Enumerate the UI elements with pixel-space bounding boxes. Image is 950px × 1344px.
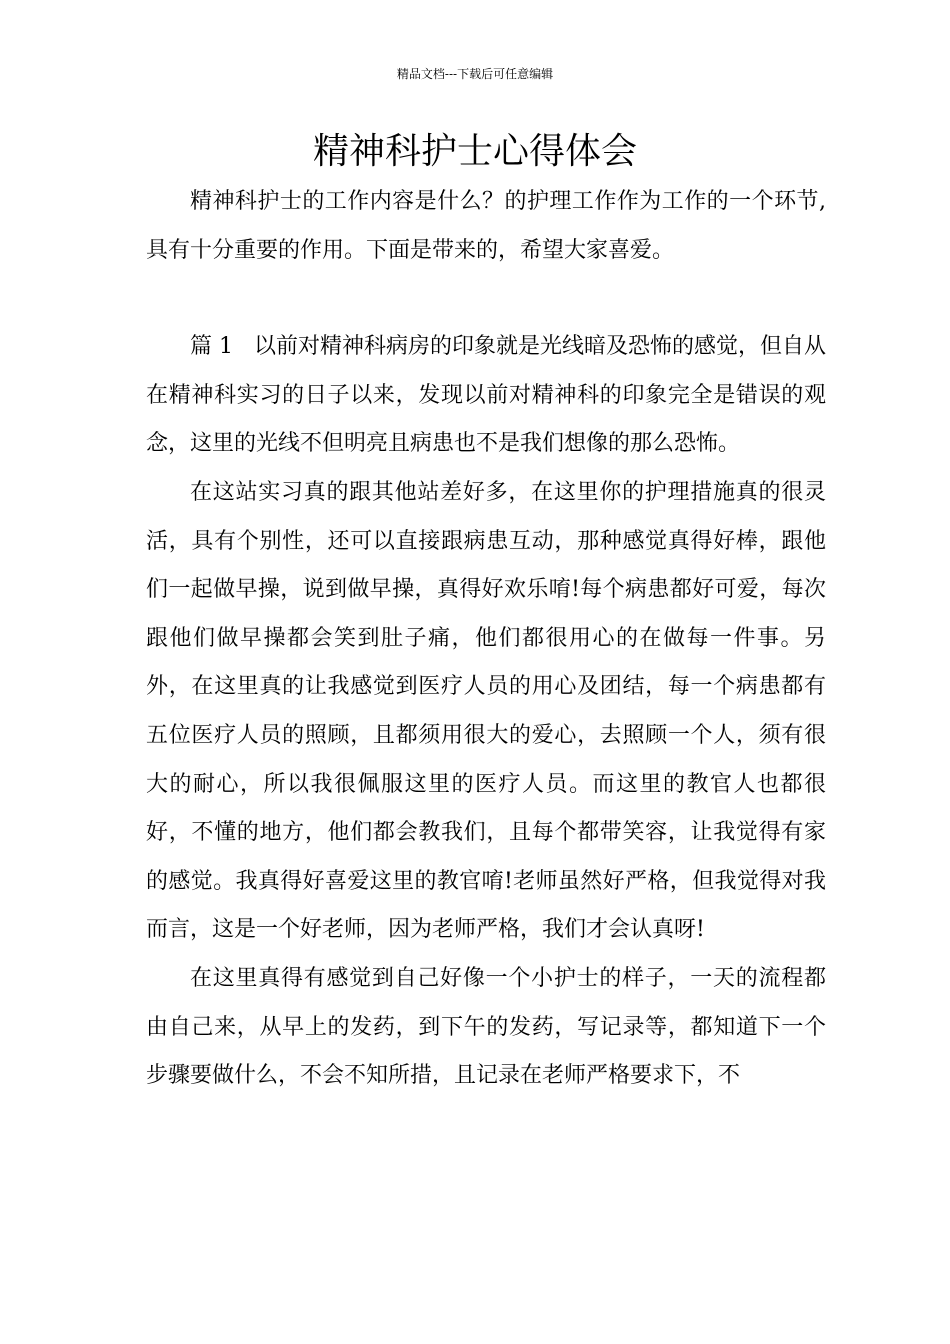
paragraph-2: 在这站实习真的跟其他站差好多，在这里你的护理措施真的很灵活，具有个别性，还可以直接跟病患互动，那种感觉真得好棒，跟他们一起做早操，说到做早操，真得好欢乐唷!每个病患都好可爱，每次跟他们做早操都会笑到肚子痛，他们都很用心的在做每一件事。另外，在这里真的让我感觉到医疗人员的用心及团结，每一个病患都有五位医疗人员的照顾，且都须用很大的爱心，去照顾一个人，须有很大的耐心，所以我很佩服这里的医疗人员。而这里的教官人也都很好，不懂的地方，他们都会教我们，且每个都带笑容，让我觉得有家的感觉。我真得好喜爱这里的教官唷!老师虽然好严格，但我觉得对我而言，这是一个好老师，因为老师严格，我们才会认真呀!	[146, 479, 826, 943]
document-title: 精神科护士心得体会	[312, 131, 637, 172]
paragraph-1-text: 以前对精神科病房的印象就是光线暗及恐怖的感觉，但自从在精神科实习的日子以来，发现以前对精神科的印象完全是错误的观念，这里的光线不但明亮且病患也不是我们想像的那么恐怖。	[146, 334, 827, 457]
section-label: 篇 1	[190, 334, 233, 360]
paragraph-3: 在这里真得有感觉到自己好像一个小护士的样子，一天的流程都由自己来，从早上的发药，到下午的发药，写记录等，都知道下一个步骤要做什么，不会不知所措，且记录在老师严格要求下，不	[146, 965, 826, 1089]
intro-paragraph: 精神科护士的工作内容是什么？的护理工作作为工作的一个环节,具有十分重要的作用。下面是带来的，希望大家喜爱。	[146, 189, 826, 263]
paragraph-1	[146, 323, 826, 469]
header-note: 精品文档---下载后可任意编辑	[396, 67, 554, 81]
document-body	[146, 178, 826, 1101]
